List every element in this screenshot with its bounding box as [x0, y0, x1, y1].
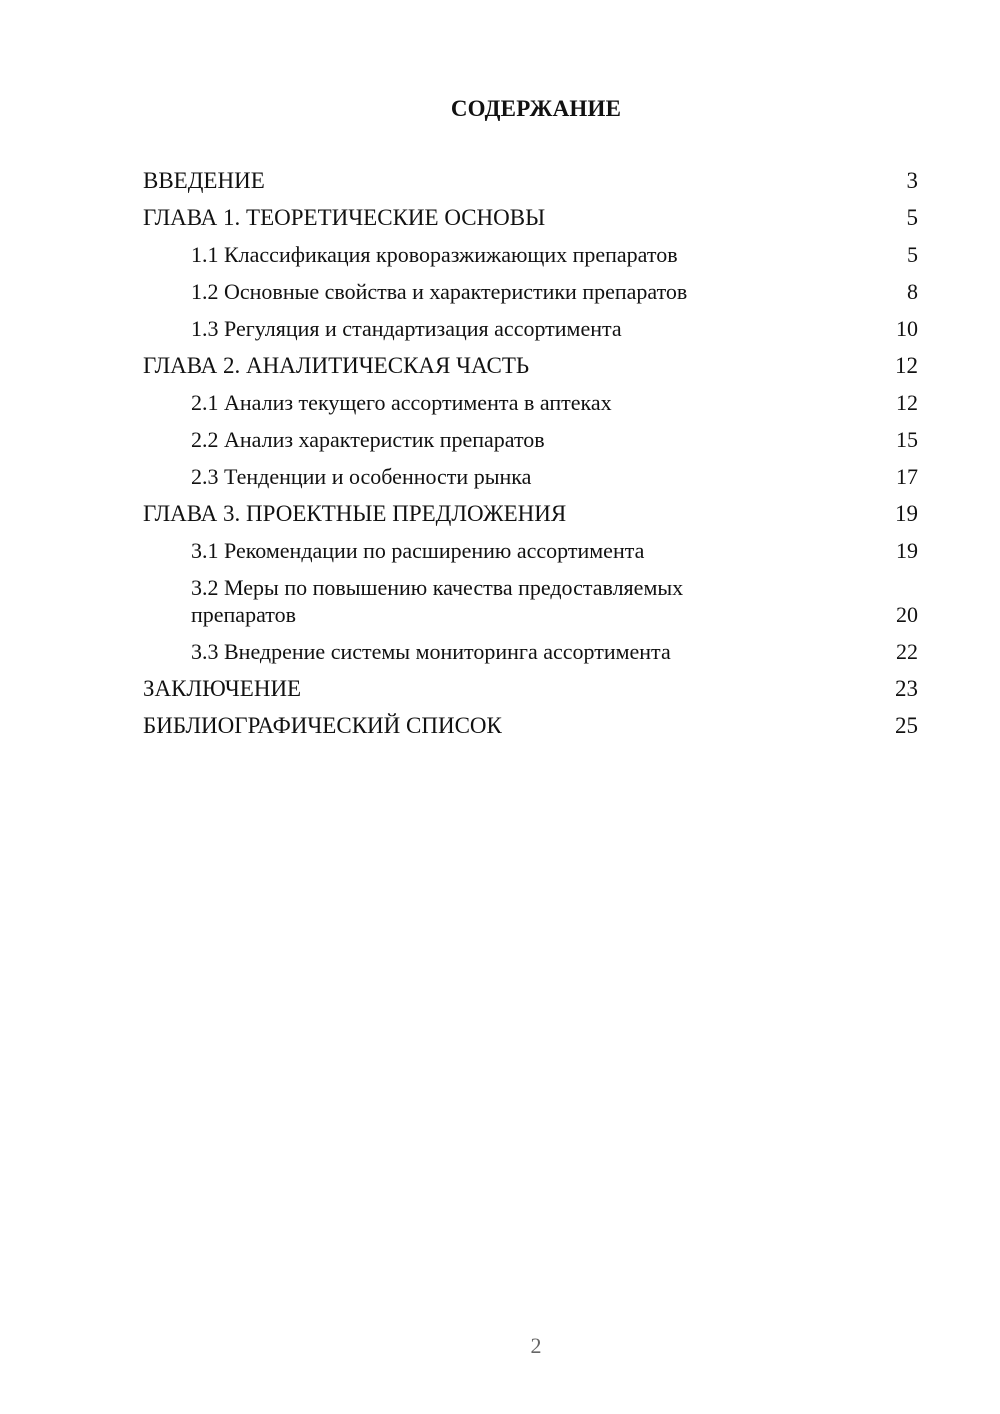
toc-entry-chapter-3 — [143, 500, 918, 527]
toc-title: СОДЕРЖАНИЕ — [450, 96, 622, 121]
toc-entry-page: 12 — [895, 353, 918, 378]
toc-entry-label: ГЛАВА 2. АНАЛИТИЧЕСКАЯ ЧАСТЬ — [143, 353, 530, 378]
toc-entry-label: ГЛАВА 1. ТЕОРЕТИЧЕСКИЕ ОСНОВЫ — [143, 205, 546, 230]
toc-entry-label: 3.1 Рекомендации по расширению ассортимента — [191, 538, 645, 563]
toc-entry-label: 1.3 Регуляция и стандартизация ассортимента — [191, 316, 622, 341]
table-of-contents — [143, 167, 918, 749]
toc-entry-section-3-1 — [143, 537, 918, 564]
toc-entry-page: 3 — [906, 168, 918, 193]
toc-entry-chapter-1 — [143, 204, 918, 231]
toc-entry-label: ГЛАВА 3. ПРОЕКТНЫЕ ПРЕДЛОЖЕНИЯ — [143, 501, 567, 526]
toc-entry-bibliography — [143, 712, 918, 739]
toc-entry-section-1-2 — [143, 278, 918, 305]
toc-entry-section-2-3 — [143, 463, 918, 490]
toc-entry-label: 2.1 Анализ текущего ассортимента в аптеках — [191, 390, 612, 415]
toc-entry-introduction — [143, 167, 918, 194]
toc-entry-label: 1.1 Классификация кроворазжижающих препаратов — [191, 242, 678, 267]
toc-entry-page: 17 — [896, 464, 918, 489]
toc-entry-label: ВВЕДЕНИЕ — [143, 168, 265, 193]
toc-entry-page: 5 — [906, 205, 918, 230]
toc-entry-page: 20 — [896, 602, 918, 627]
toc-entry-label: БИБЛИОГРАФИЧЕСКИЙ СПИСОК — [143, 713, 502, 738]
toc-entry-section-3-2 — [143, 574, 918, 628]
toc-entry-conclusion — [143, 675, 918, 702]
toc-entry-label: 2.3 Тенденции и особенности рынка — [191, 464, 532, 489]
toc-entry-label: 3.3 Внедрение системы мониторинга ассортимента — [191, 639, 671, 664]
toc-entry-label: 2.2 Анализ характеристик препаратов — [191, 427, 545, 452]
toc-entry-page: 25 — [895, 713, 918, 738]
page-number: 2 — [530, 1333, 542, 1358]
toc-entry-section-1-3 — [143, 315, 918, 342]
toc-entry-label: 1.2 Основные свойства и характеристики препаратов — [191, 279, 688, 304]
toc-entry-label: ЗАКЛЮЧЕНИЕ — [143, 676, 302, 701]
toc-entry-label: 3.2 Меры по повышению качества предоставляемых препаратов — [191, 575, 684, 627]
toc-entry-section-3-3 — [143, 638, 918, 665]
toc-entry-page: 15 — [896, 427, 918, 452]
toc-entry-page: 19 — [896, 538, 918, 563]
toc-entry-page: 5 — [907, 242, 918, 267]
toc-entry-page: 8 — [907, 279, 918, 304]
toc-entry-section-2-2 — [143, 426, 918, 453]
toc-entry-page: 12 — [896, 390, 918, 415]
toc-entry-section-1-1 — [143, 241, 918, 268]
toc-entry-page: 23 — [895, 676, 918, 701]
toc-entry-page: 22 — [896, 639, 918, 664]
toc-entry-chapter-2 — [143, 352, 918, 379]
toc-entry-section-2-1 — [143, 389, 918, 416]
toc-entry-page: 19 — [895, 501, 918, 526]
toc-entry-page: 10 — [896, 316, 918, 341]
